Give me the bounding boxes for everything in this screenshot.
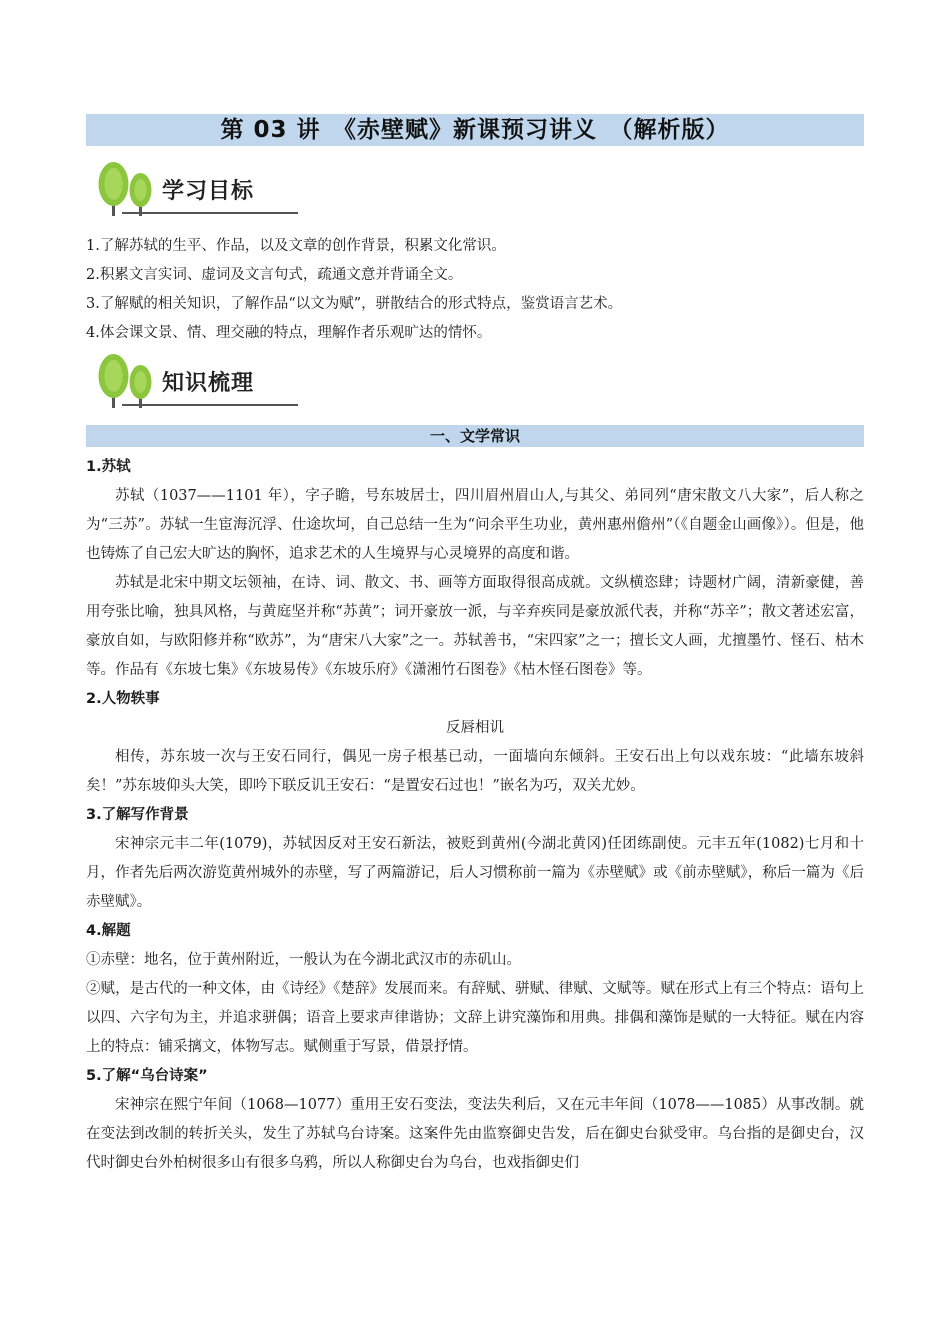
paragraph: 相传，苏东坡一次与王安石同行，偶见一房子根基已动，一面墙向东倾斜。王安石出上句以戏东坡：“此墙东坡斜矣！”苏东坡仰头大笑，即吟下联反讥王安石：“是置安石过也！”嵌名为巧，双关尤妙。 [86, 749, 864, 794]
heading-title-explain: 4.解题 [86, 923, 131, 939]
paragraph: 苏轼（1037——1101 年），字子瞻，号东坡居士，四川眉州眉山人,与其父、弟同列“唐宋散文八大家”，后人称之为“三苏”。苏轼一生宦海沉浮、仕途坎坷，自己总结一生为“问余平生功业，黄州惠州儋州”（《自题金山画像》）。但是，他也铸炼了自己宏大旷达的胸怀，追求艺术的人生境界与心灵境界的高度和谐。 [86, 488, 864, 562]
tree-icon [92, 352, 162, 410]
objective-item: 4.体会课文景、情、理交融的特点，理解作者乐观旷达的情怀。 [86, 325, 492, 341]
section-header-knowledge [92, 352, 307, 410]
section-underline [122, 404, 298, 406]
objective-item: 3.了解赋的相关知识，了解作品“以文为赋”，骈散结合的形式特点，鉴赏语言艺术。 [86, 296, 623, 312]
paragraph: ②赋，是古代的一种文体，由《诗经》《楚辞》发展而来。有辞赋、骈赋、律赋、文赋等。赋在形式上有三个特点：语句上以四、六字句为主，并追求骈偶；语音上要求声律谐协；文辞上讲究藻饰和用典。排偶和藻饰是赋的一大特征。赋在内容上的特点：铺采摛文，体物写志。赋侧重于写景，借景抒情。 [86, 981, 864, 1055]
page-title: 第 03 讲 《赤壁赋》新课预习讲义 （解析版） [86, 114, 864, 146]
literature-bar: 一、文学常识 [86, 425, 864, 447]
heading-anecdote: 2.人物轶事 [86, 691, 160, 707]
section-label-knowledge: 知识梳理 [162, 371, 255, 396]
paragraph: 苏轼是北宋中期文坛领袖，在诗、词、散文、书、画等方面取得很高成就。文纵横恣肆；诗题材广阔，清新豪健，善用夸张比喻，独具风格，与黄庭坚并称“苏黄”；词开豪放一派，与辛弃疾同是豪放派代表，并称“苏辛”；散文著述宏富，豪放自如，与欧阳修并称“欧苏”，为“唐宋八大家”之一。苏轼善书，“宋四家”之一；擅长文人画，尤擅墨竹、怪石、枯木等。作品有《东坡七集》《东坡易传》《东坡乐府》《潇湘竹石图卷》《枯木怪石图卷》等。 [86, 575, 864, 678]
objectives-list [86, 232, 866, 348]
section-header-goals [92, 160, 307, 218]
heading-wutai-case: 5.了解“乌台诗案” [86, 1068, 208, 1084]
paragraph: 宋神宗在熙宁年间（1068—1077）重用王安石变法，变法失利后，又在元丰年间（1078——1085）从事改制。就在变法到改制的转折关头，发生了苏轼乌台诗案。这案件先由监察御史告发，后在御史台狱受审。乌台指的是御史台，汉代时御史台外柏树很多山有很多乌鸦，所以人称御史台为乌台，也戏指御史们 [86, 1097, 864, 1171]
heading-su-shi: 1.苏轼 [86, 459, 131, 475]
main-content [86, 453, 864, 1178]
objective-item: 1.了解苏轼的生平、作品，以及文章的创作背景，积累文化常识。 [86, 238, 506, 254]
objective-item: 2.积累文言实词、虚词及文言句式，疏通文意并背诵全文。 [86, 267, 463, 283]
heading-background: 3.了解写作背景 [86, 807, 189, 823]
tree-icon [92, 160, 162, 218]
section-underline [122, 212, 298, 214]
section-label-goals: 学习目标 [162, 179, 255, 204]
paragraph: ①赤壁：地名，位于黄州附近，一般认为在今湖北武汉市的赤矶山。 [86, 952, 521, 968]
paragraph: 宋神宗元丰二年(1079)，苏轼因反对王安石新法，被贬到黄州(今湖北黄冈)任团练副使。元丰五年(1082)七月和十月，作者先后两次游览黄州城外的赤壁，写了两篇游记，后人习惯称前一篇为《赤壁赋》或《前赤壁赋》，称后一篇为《后赤壁赋》。 [86, 836, 864, 910]
story-title: 反唇相讥 [446, 720, 504, 736]
